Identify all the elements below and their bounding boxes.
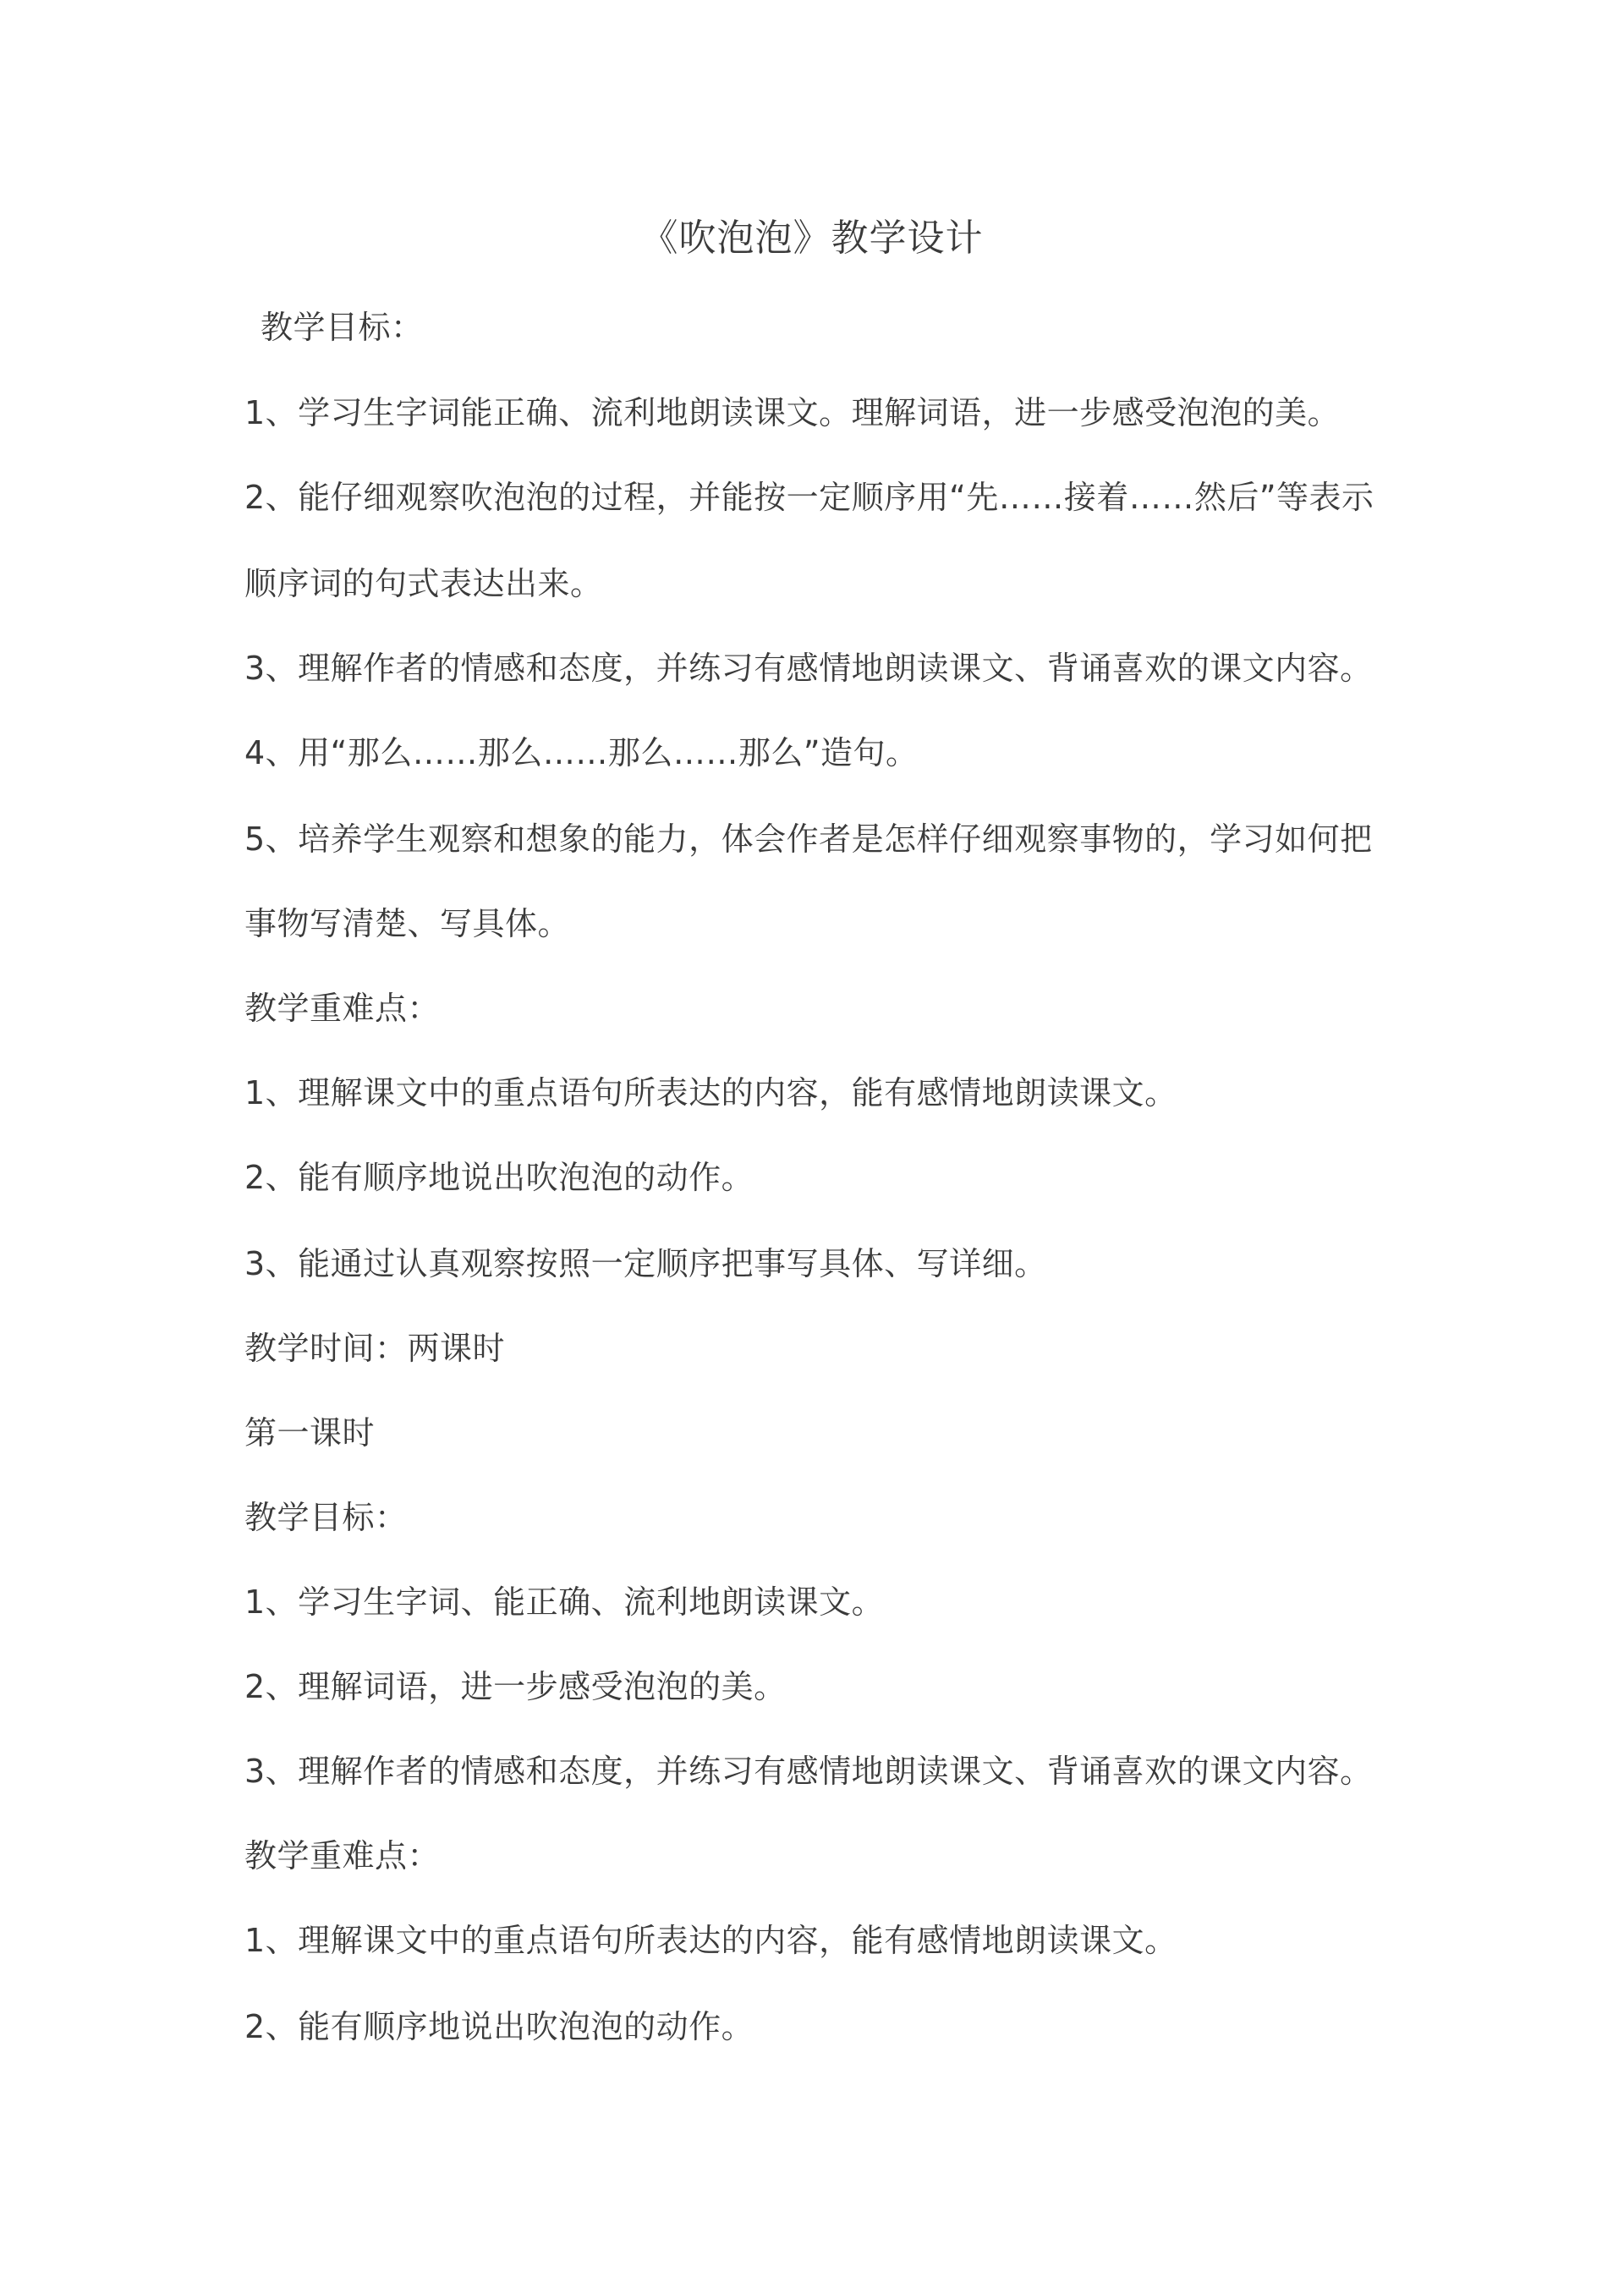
lesson-one-goal-3: 3、理解作者的情感和态度，并练习有感情地朗读课文、背诵喜欢的课文内容。 bbox=[244, 1753, 1373, 1790]
goal-line-3: 3、理解作者的情感和态度，并练习有感情地朗读课文、背诵喜欢的课文内容。 bbox=[244, 650, 1373, 687]
difficulty-heading: 教学重难点： bbox=[244, 990, 441, 1027]
teaching-goals-heading: 教学目标： bbox=[261, 309, 424, 346]
goal-line-5-continued: 事物写清楚、写具体。 bbox=[244, 905, 571, 942]
difficulty-line-2: 2、能有顺序地说出吹泡泡的动作。 bbox=[244, 1159, 754, 1196]
lesson-one-heading: 第一课时 bbox=[244, 1414, 376, 1452]
lesson-one-goals-heading: 教学目标： bbox=[244, 1499, 408, 1536]
difficulty-line-3: 3、能通过认真观察按照一定顺序把事写具体、写详细。 bbox=[244, 1245, 1047, 1282]
goal-line-2-continued: 顺序词的句式表达出来。 bbox=[244, 565, 603, 602]
lesson-one-goal-2: 2、理解词语，进一步感受泡泡的美。 bbox=[244, 1668, 787, 1705]
goal-line-5: 5、培养学生观察和想象的能力，体会作者是怎样仔细观察事物的，学习如何把 bbox=[244, 820, 1373, 858]
lesson-one-difficulty-2: 2、能有顺序地说出吹泡泡的动作。 bbox=[244, 2008, 754, 2045]
document-title: 《吹泡泡》教学设计 bbox=[640, 217, 984, 260]
lesson-one-goal-1: 1、学习生字词、能正确、流利地朗读课文。 bbox=[244, 1583, 885, 1621]
lesson-one-difficulty-heading: 教学重难点： bbox=[244, 1837, 441, 1874]
difficulty-line-1: 1、理解课文中的重点语句所表达的内容，能有感情地朗读课文。 bbox=[244, 1074, 1177, 1111]
lesson-one-difficulty-1: 1、理解课文中的重点语句所表达的内容，能有感情地朗读课文。 bbox=[244, 1922, 1177, 1959]
teaching-time: 教学时间：两课时 bbox=[244, 1330, 506, 1367]
goal-line-4: 4、用“那么……那么……那么……那么”造句。 bbox=[244, 734, 919, 771]
goal-line-2: 2、能仔细观察吹泡泡的过程，并能按一定顺序用“先……接着……然后”等表示 bbox=[244, 479, 1374, 516]
goal-line-1: 1、学习生字词能正确、流利地朗读课文。理解词语，进一步感受泡泡的美。 bbox=[244, 394, 1341, 431]
